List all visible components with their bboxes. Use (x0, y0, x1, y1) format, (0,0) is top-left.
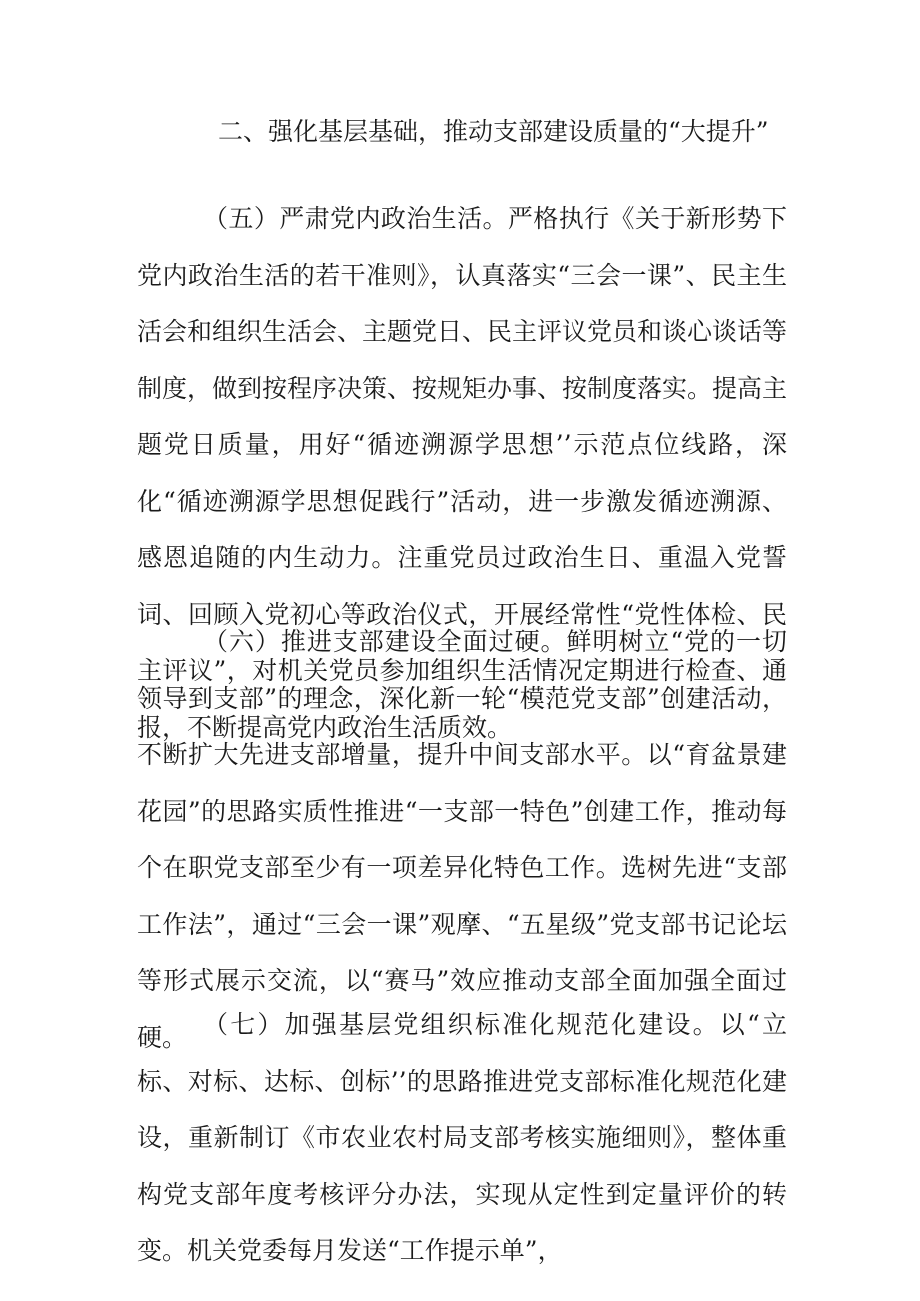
paragraph-5: （五）严肃党内政治生活。严格执行《关于新形势下党内政治生活的若干准则》，认真落实“三会一课”、民主生活会和组织生活会、主题党日、民主评议党员和谈心谈话等制度，做到按程序决策、按规矩办事、按制度落实。提高主题党日质量，用好“循迹溯源学思想’’示范点位线路，深化“循迹溯源学思想促践行”活动，进一步激发循迹溯源、感恩追随的内生动力。注重党员过政治生日、重温入党誓词、回顾入党初心等政治仪式，开展经常性“党性体检、民主评议”，对机关党员参加组织生活情况定期进行检查、通报，不断提高党内政治生活质效。 (137, 204, 788, 742)
paragraph-6: （六）推进支部建设全面过硬。鲜明树立“党的一切领导到支部”的理念，深化新一轮“模范党支部”创建活动，不断扩大先进支部增量，提升中间支部水平。以“育盆景建花园”的思路实质性推进“一支部一特色”创建工作，推动每个在职党支部至少有一项差异化特色工作。选树先进“支部工作法”，通过“三会一课”观摩、“五星级”党支部书记论坛等形式展示交流，以“赛马”效应推动支部全面加强全面过硬。 (137, 627, 787, 1052)
paragraph-7: （七）加强基层党组织标准化规范化建设。以“立标、对标、达标、创标’’的思路推进党支部标准化规范化建设，重新制订《市农业农村局支部考核实施细则》，整体重构党支部年度考核评分办法，实现从定性到定量评价的转变。机关党委每月发送“工作提示单”， (137, 1010, 787, 1265)
section-heading: 二、强化基层基础，推动支部建设质量的“大提升” (218, 117, 769, 146)
